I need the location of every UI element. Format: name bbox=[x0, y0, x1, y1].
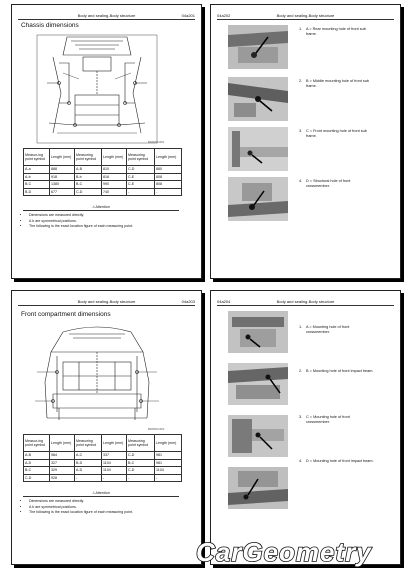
svg-text:CarGeometry: CarGeometry bbox=[196, 537, 372, 567]
column-header: Measuring point symbol bbox=[75, 149, 102, 166]
section-title: Body and sealing-Body structure bbox=[276, 299, 335, 304]
table-cell: 808 bbox=[155, 181, 182, 189]
table-cell: A-a bbox=[24, 166, 50, 174]
table-cell: 337 bbox=[102, 452, 127, 460]
table-cell: 1380 bbox=[50, 181, 75, 189]
column-header: Length (mm) bbox=[155, 149, 182, 166]
table-cell: C-E bbox=[127, 173, 155, 181]
warning-icon: ⚠ bbox=[92, 491, 96, 495]
table-cell: 981 bbox=[155, 459, 182, 467]
column-header: Length (mm) bbox=[102, 435, 127, 452]
page-header bbox=[18, 9, 195, 20]
page-title: Front compartment dimensions bbox=[21, 311, 111, 318]
table-cell: 740 bbox=[102, 188, 127, 196]
table-cell: 808 bbox=[155, 173, 182, 181]
measuring-point-photo bbox=[228, 415, 288, 457]
note-item: • The following is the exact location figure of each measuring point. bbox=[29, 224, 179, 228]
warning-icon: ⚠ bbox=[92, 205, 96, 209]
column-header: Measuring point symbol bbox=[127, 149, 155, 166]
table-cell: B-C bbox=[75, 181, 102, 189]
page-number: 04a203 bbox=[181, 299, 195, 304]
column-header: Length (mm) bbox=[155, 435, 182, 452]
step-item: 3. C = Mounting hole of front crossmember. bbox=[299, 415, 350, 424]
column-header: Measuring point symbol bbox=[127, 435, 155, 452]
table-cell: 1104 bbox=[102, 467, 127, 475]
table-cell: C-E bbox=[127, 181, 155, 189]
table-cell: C-D bbox=[24, 474, 50, 482]
table-cell: - bbox=[127, 188, 155, 196]
measuring-point-photo bbox=[228, 127, 288, 171]
table-cell: - bbox=[102, 474, 127, 482]
measuring-point-photo bbox=[228, 311, 288, 353]
section-title: Body and sealing-Body structure bbox=[276, 13, 335, 18]
table-cell: 329 bbox=[50, 467, 75, 475]
step-item: 1. A = Rear mounting hole of front sub frame. bbox=[299, 27, 366, 36]
step-item: 3. C = Front mounting hole of front sub frame. bbox=[299, 129, 367, 138]
chassis-diagram bbox=[23, 33, 171, 145]
table-row bbox=[24, 467, 182, 475]
note-item: • A b are symmetrical positions. bbox=[29, 505, 179, 509]
table-row bbox=[24, 173, 182, 181]
table-cell: 928 bbox=[50, 474, 75, 482]
table-cell: 990 bbox=[102, 181, 127, 189]
page-header bbox=[18, 295, 195, 306]
manual-page-chassis bbox=[11, 4, 202, 279]
table-header-row bbox=[24, 435, 182, 452]
front-compartment-diagram bbox=[23, 322, 171, 428]
table-cell: 981 bbox=[155, 452, 182, 460]
page-number: 04a204 bbox=[217, 299, 231, 304]
manual-page-subframe-points bbox=[210, 4, 401, 279]
table-row bbox=[24, 166, 182, 174]
measurement-table bbox=[23, 148, 182, 196]
table-cell: 677 bbox=[50, 188, 75, 196]
section-title: Body and sealing-Body structure bbox=[77, 13, 136, 18]
measuring-point-photo bbox=[228, 177, 288, 221]
measuring-point-photo bbox=[228, 77, 288, 121]
table-cell: A-B bbox=[75, 166, 102, 174]
table-row bbox=[24, 474, 182, 482]
table-cell: 810 bbox=[102, 166, 127, 174]
table-cell: 918 bbox=[50, 173, 75, 181]
table-cell: C-D bbox=[127, 166, 155, 174]
table-cell: - bbox=[127, 474, 155, 482]
table-cell: 1104 bbox=[155, 467, 182, 475]
step-item: 4. D = Structural hole of front crossmember. bbox=[299, 179, 351, 188]
page-number: 04a201 bbox=[181, 13, 195, 18]
column-header: Length (mm) bbox=[102, 149, 127, 166]
table-cell: A-b bbox=[24, 173, 50, 181]
table-row bbox=[24, 181, 182, 189]
note-item: • A b are symmetrical positions. bbox=[29, 219, 179, 223]
manual-page-front-compartment bbox=[11, 290, 202, 565]
table-cell: 1104 bbox=[102, 459, 127, 467]
table-cell: B-C bbox=[24, 467, 50, 475]
step-item: 1. A = Mounting hole of front crossmember. bbox=[299, 325, 350, 334]
attention-heading: ⚠Attention bbox=[23, 491, 179, 497]
table-cell: A-D bbox=[24, 459, 50, 467]
note-item: • The following is the exact location figure of each measuring point. bbox=[29, 510, 179, 514]
page-header bbox=[217, 295, 394, 306]
table-cell: A-D bbox=[75, 467, 102, 475]
table-cell: 880 bbox=[155, 166, 182, 174]
table-row bbox=[24, 459, 182, 467]
page-number: 04a202 bbox=[217, 13, 231, 18]
table-cell: - bbox=[155, 474, 182, 482]
table-cell: - bbox=[75, 474, 102, 482]
attention-note bbox=[23, 205, 179, 230]
attention-note bbox=[23, 491, 179, 516]
column-header: Length (mm) bbox=[50, 149, 75, 166]
column-header: Length (mm) bbox=[50, 435, 75, 452]
table-header-row bbox=[24, 149, 182, 166]
figure-code: B0W0D12Z01 bbox=[148, 141, 165, 144]
attention-heading: ⚠Attention bbox=[23, 205, 179, 211]
column-header: Measuring point symbol bbox=[75, 435, 102, 452]
section-title: Body and sealing-Body structure bbox=[77, 299, 136, 304]
table-cell: C-D bbox=[127, 452, 155, 460]
table-row bbox=[24, 188, 182, 196]
table-cell: B-b bbox=[75, 173, 102, 181]
table-cell: B-C bbox=[127, 459, 155, 467]
table-row bbox=[24, 452, 182, 460]
column-header: Measur-ing point symbol bbox=[24, 149, 50, 166]
figure-code: B0W0D12Z02 bbox=[148, 428, 165, 431]
page-header bbox=[217, 9, 394, 20]
measuring-point-photo bbox=[228, 363, 288, 405]
table-cell: B-D bbox=[75, 459, 102, 467]
cargeometry-logo bbox=[192, 535, 402, 569]
table-cell: A-B bbox=[24, 452, 50, 460]
table-cell: - bbox=[155, 188, 182, 196]
step-item: 2. B = Middle mounting hole of front sub frame. bbox=[299, 79, 370, 88]
measurement-table bbox=[23, 434, 182, 482]
note-item: • Dimensions are measured directly. bbox=[29, 213, 179, 217]
table-cell: C-D bbox=[75, 188, 102, 196]
measuring-point-photo bbox=[228, 467, 288, 509]
table-cell: C-D bbox=[127, 467, 155, 475]
table-cell: A-C bbox=[75, 452, 102, 460]
table-cell: 816 bbox=[102, 173, 127, 181]
table-cell: 888 bbox=[50, 166, 75, 174]
column-header: Measur-ing point symbol bbox=[24, 435, 50, 452]
note-item: • Dimensions are measured directly. bbox=[29, 499, 179, 503]
step-item: 2. B = Mounting hole of front impact beam. bbox=[299, 369, 374, 373]
page-title: Chassis dimensions bbox=[21, 22, 79, 29]
manual-page-compartment-points bbox=[210, 290, 401, 565]
table-cell: 984 bbox=[50, 452, 75, 460]
table-cell: 327 bbox=[50, 459, 75, 467]
step-item: 4. D = Mounting hole of front impact beam. bbox=[299, 459, 374, 463]
measuring-point-photo bbox=[228, 25, 288, 69]
table-cell: B-C bbox=[24, 181, 50, 189]
table-cell: B-D bbox=[24, 188, 50, 196]
